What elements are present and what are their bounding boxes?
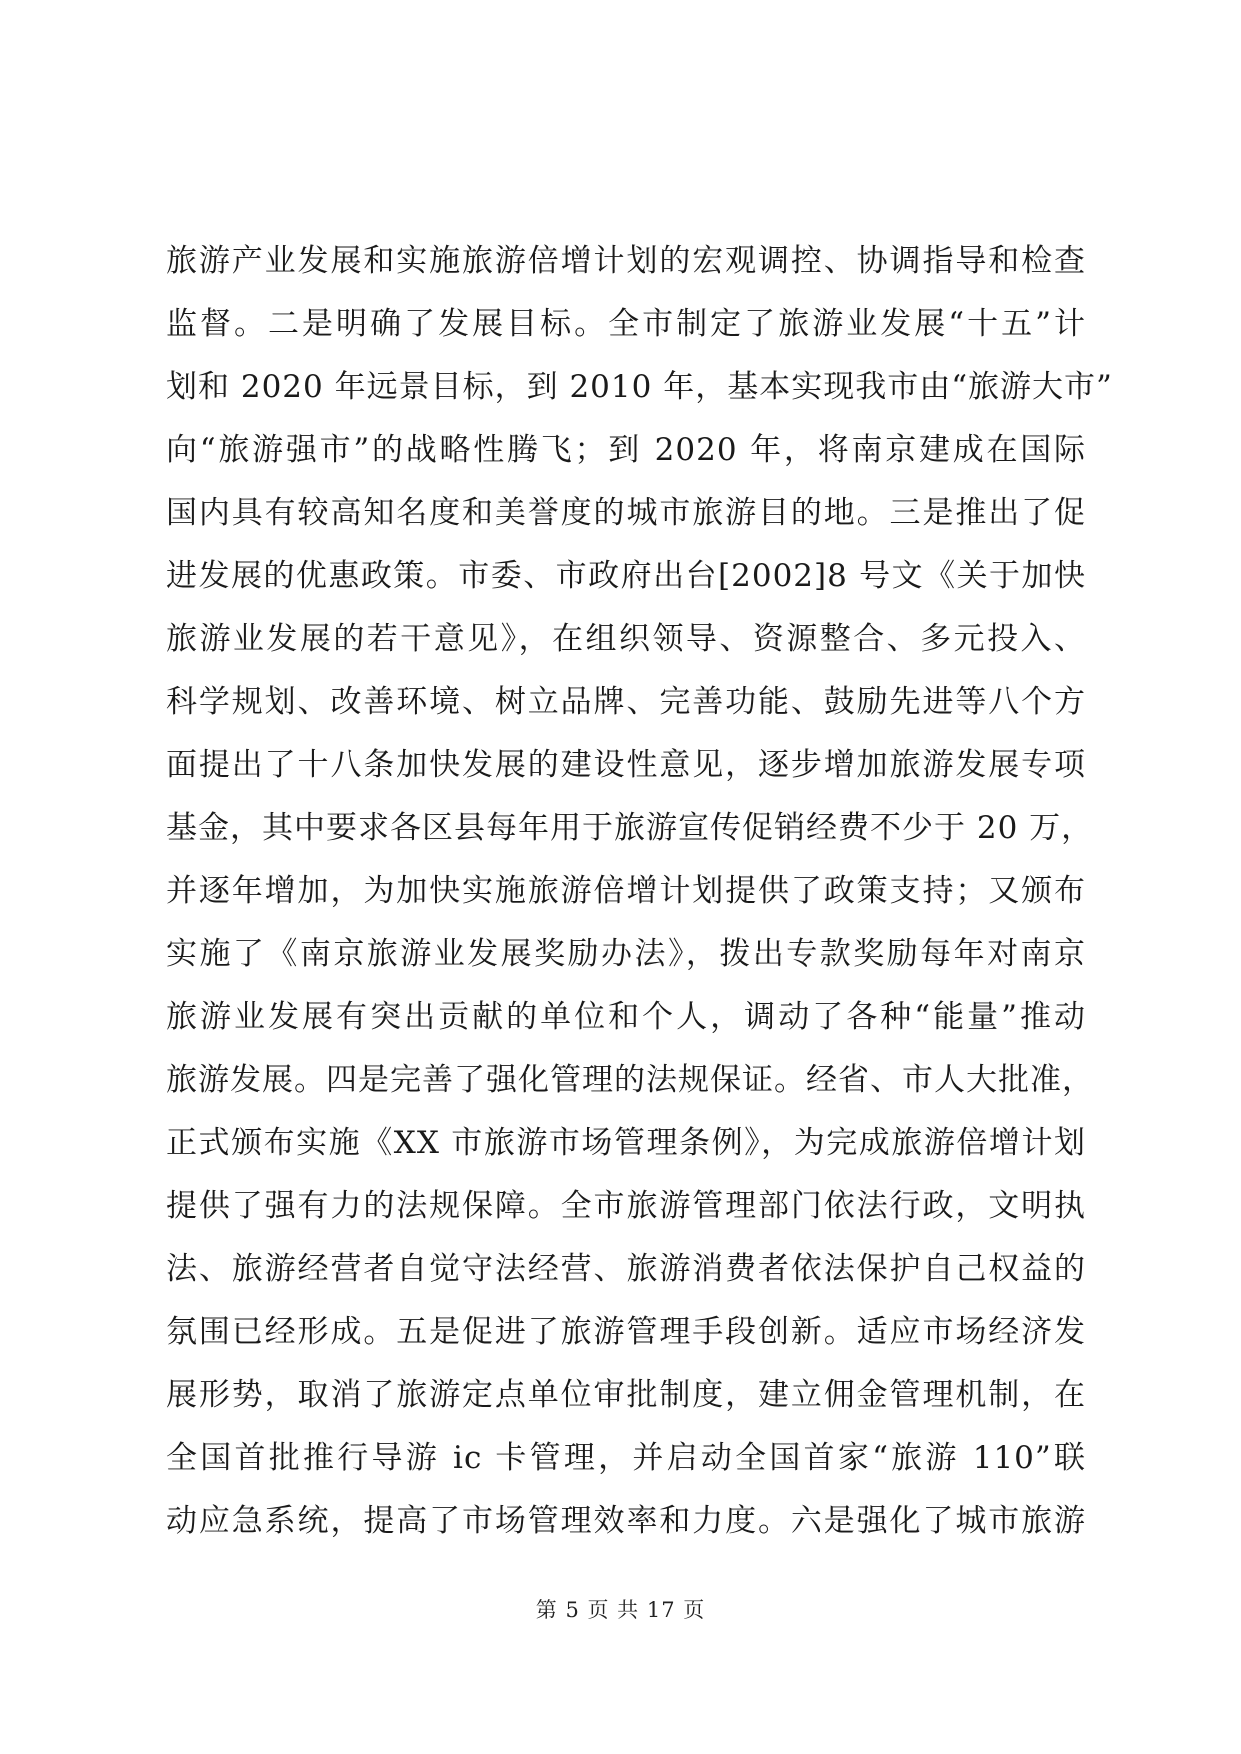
- text-line: 全国首批推行导游 ic 卡管理，并启动全国首家“旅游 110”联: [166, 1440, 1086, 1476]
- text-line: 旅游业发展的若干意见》，在组织领导、资源整合、多元投入、: [166, 621, 1086, 657]
- text-line: 监督。二是明确了发展目标。全市制定了旅游业发展“十五”计: [166, 306, 1086, 342]
- text-line: 正式颁布实施《XX 市旅游市场管理条例》，为完成旅游倍增计划: [166, 1125, 1086, 1161]
- text-line: 实施了《南京旅游业发展奖励办法》，拨出专款奖励每年对南京: [166, 936, 1086, 972]
- text-line: 国内具有较高知名度和美誉度的城市旅游目的地。三是推出了促: [166, 495, 1086, 531]
- text-line: 展形势，取消了旅游定点单位审批制度，建立佣金管理机制，在: [166, 1377, 1086, 1413]
- text-line: 向“旅游强市”的战略性腾飞；到 2020 年，将南京建成在国际: [166, 432, 1086, 468]
- text-line: 划和 2020 年远景目标，到 2010 年，基本实现我市由“旅游大市”: [166, 369, 1113, 405]
- text-line: 旅游产业发展和实施旅游倍增计划的宏观调控、协调指导和检查: [166, 243, 1086, 279]
- body-text: [166, 230, 1113, 1553]
- text-line: 旅游业发展有突出贡献的单位和个人，调动了各种“能量”推动: [166, 999, 1086, 1035]
- text-line: 基金，其中要求各区县每年用于旅游宣传促销经费不少于 20 万，: [166, 810, 1094, 846]
- text-line: 法、旅游经营者自觉守法经营、旅游消费者依法保护自己权益的: [166, 1251, 1086, 1287]
- text-line: 旅游发展。四是完善了强化管理的法规保证。经省、市人大批准，: [166, 1062, 1094, 1098]
- text-line: 氛围已经形成。五是促进了旅游管理手段创新。适应市场经济发: [166, 1314, 1086, 1350]
- text-line: 动应急系统，提高了市场管理效率和力度。六是强化了城市旅游: [166, 1503, 1086, 1539]
- text-line: 进发展的优惠政策。市委、市政府出台[2002]8 号文《关于加快: [166, 558, 1086, 594]
- text-line: 科学规划、改善环境、树立品牌、完善功能、鼓励先进等八个方: [166, 684, 1086, 720]
- text-line: 提供了强有力的法规保障。全市旅游管理部门依法行政，文明执: [166, 1188, 1086, 1224]
- text-line: 面提出了十八条加快发展的建设性意见，逐步增加旅游发展专项: [166, 747, 1086, 783]
- page-number-footer: 第 5 页 共 17 页: [535, 1598, 706, 1622]
- text-line: 并逐年增加，为加快实施旅游倍增计划提供了政策支持；又颁布: [166, 873, 1086, 909]
